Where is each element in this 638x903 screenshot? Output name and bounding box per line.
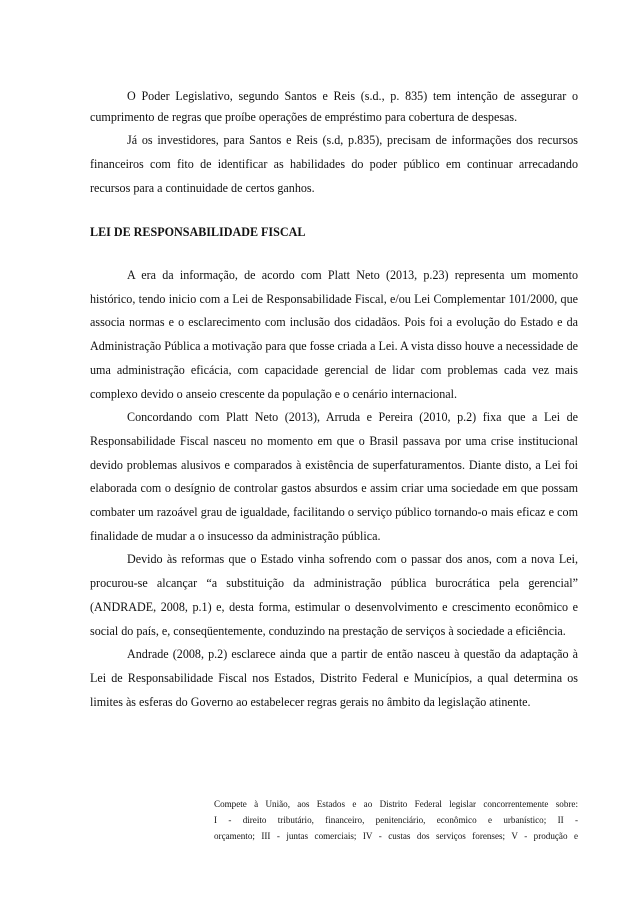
paragraph-andrade: Andrade (2008, p.2) esclarece ainda que a partir de então nasceu à questão da adaptação à Lei de Responsabilidade Fiscal nos Estados, Distrito Federal e Municípios, a qual determina os limites às esferas do Governo ao estabelecer regras gerais no âmbito da legislação atinente. [90, 647, 578, 709]
section-heading: LEI DE RESPONSABILIDADE FISCAL [90, 225, 306, 239]
paragraph-investidores: Já os investidores, para Santos e Reis (s.d, p.835), precisam de informações dos recursos financeiros com fito de identificar as habilidades do poder público em continuar arrecadando recursos para a continuidade de certos ganhos. [90, 133, 578, 195]
quote-line: Compete à União, aos Estados e ao Distrito Federal legislar concorrentemente sobre: [214, 799, 578, 809]
paragraph-reformas: Devido às reformas que o Estado vinha sofrendo com o passar dos anos, com a nova Lei, procurou-se alcançar “a substituição da administração pública burocrática pela gerencial” (ANDRADE, 2008, p.1) e, desta forma, estimular o desenvolvimento e crescimento econômico e social do país, e, conseqüentemente, conduzindo na prestação de serviços à sociedade a eficiência. [90, 552, 578, 638]
quote-line: orçamento; III - juntas comerciais; IV - custas dos serviços forenses; V - produção e [214, 831, 578, 842]
document-page [90, 86, 578, 714]
block-quote [214, 796, 578, 845]
paragraph-poder-legislativo: O Poder Legislativo, segundo Santos e Reis (s.d., p. 835) tem intenção de assegurar o cumprimento de regras que proíbe operações de empréstimo para cobertura de despesas. [90, 89, 578, 124]
quote-line: I - direito tributário, financeiro, penitenciário, econômico e urbanístico; II - [214, 815, 578, 826]
paragraph-era-informacao: A era da informação, de acordo com Platt Neto (2013, p.23) representa um momento histórico, tendo inicio com a Lei de Responsabilidade Fiscal, e/ou Lei Complementar 101/2000, que associa normas e o esclarecimento com inclusão dos cidadãos. Pois foi a evolução do Estado e da Administração Pública a motivação para que fosse criada a Lei. A vista disso houve a necessidade de uma administração eficácia, com capacidade gerencial de lidar com problemas cada vez mais complexo devido o anseio crescente da população e o cenário internacional. [90, 268, 578, 401]
paragraph-concordando: Concordando com Platt Neto (2013), Arruda e Pereira (2010, p.2) fixa que a Lei de Responsabilidade Fiscal nasceu no momento em que o Brasil passava por uma crise institucional devido problemas alusivos e comparados à existência de superfaturamentos. Diante disto, a Lei foi elaborada com o desígnio de controlar gastos absurdos e assim criar uma sociedade em que possam combater um razoável grau de igualdade, facilitando o serviço público tornando-o mais eficaz e com finalidade de mudar a o insucesso da administração pública. [90, 410, 578, 543]
